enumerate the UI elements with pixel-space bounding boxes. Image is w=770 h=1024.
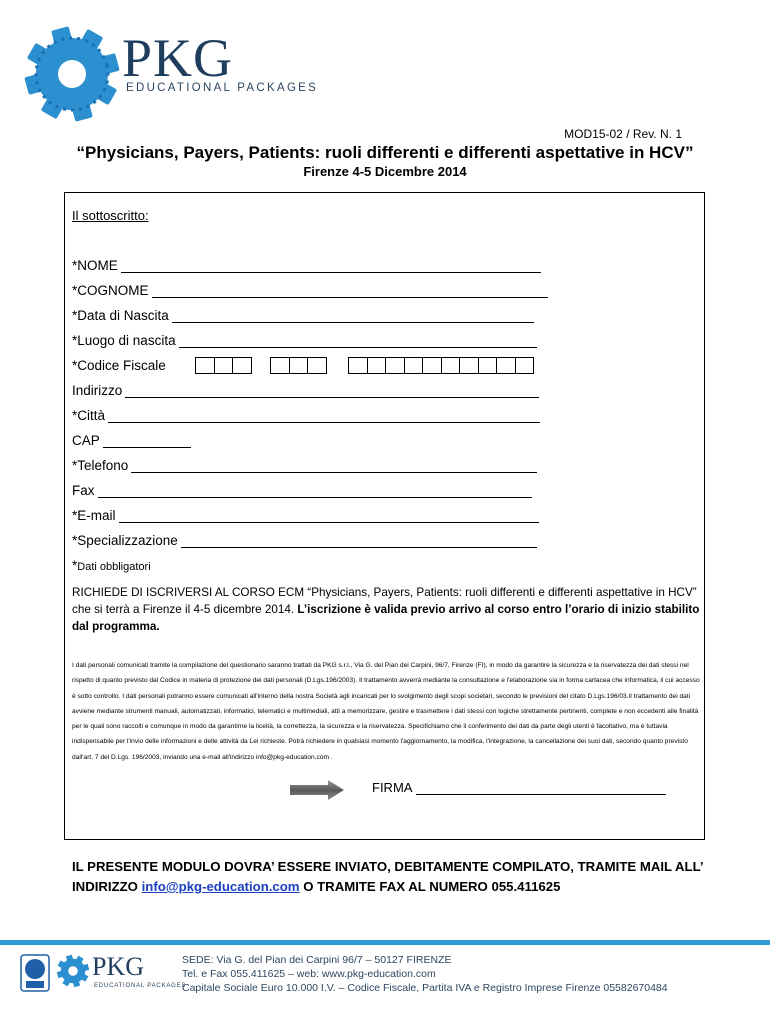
specializzazione-field[interactable] (72, 530, 537, 548)
signature-line[interactable] (416, 783, 666, 795)
nome-field[interactable] (72, 255, 541, 273)
cf-boxes-group-1[interactable] (195, 357, 251, 374)
submission-notice (72, 857, 712, 897)
cf-box[interactable] (441, 357, 461, 374)
field-label: *E-mail (72, 508, 116, 523)
specializzazione-input-line[interactable] (181, 535, 537, 548)
cf-box[interactable] (478, 357, 498, 374)
cf-box[interactable] (459, 357, 479, 374)
email-field[interactable] (72, 505, 539, 523)
cf-box[interactable] (385, 357, 405, 374)
required-star: * (72, 558, 78, 573)
fax-field[interactable] (72, 480, 532, 498)
cf-boxes-group-3[interactable] (348, 357, 533, 374)
cf-box[interactable] (232, 357, 252, 374)
signature-field[interactable] (372, 780, 666, 795)
indirizzo-field[interactable] (72, 380, 539, 398)
footer-company-info (182, 953, 668, 995)
footer-brand-subtitle: EDUCATIONAL PACKAGES (94, 983, 187, 989)
luogo-nascita-input-line[interactable] (179, 335, 537, 348)
arrow-right-icon (290, 780, 344, 800)
footer-contacts: Tel. e Fax 055.411625 – web: www.pkg-education.com (182, 968, 436, 980)
telefono-input-line[interactable] (131, 460, 537, 473)
field-label: *COGNOME (72, 283, 149, 298)
cf-boxes-group-2[interactable] (270, 357, 326, 374)
gear-logo-icon (22, 24, 122, 124)
field-label: Fax (72, 483, 95, 498)
fax-input-line[interactable] (98, 485, 532, 498)
cf-box[interactable] (367, 357, 387, 374)
footer-brand: PKG (92, 952, 145, 981)
pkg-logo (22, 24, 319, 114)
field-label: *NOME (72, 258, 118, 273)
cf-box[interactable] (195, 357, 215, 374)
footer-registry: Capitale Sociale Euro 10.000 I.V. – Codice Fiscale, Partita IVA e Registro Imprese Firenze 05582670484 (182, 982, 668, 994)
privacy-notice: I dati personali comunicati tramite la compilazione del questionario saranno trattati da PKG s.r.l., Via G. del Pian dei Carpini, 96/7, Firenze (FI), in modo da garantire la sicurezza e la riservatezza dei dati stessi nel rispetto di quanto previsto dal Codice in materia di protezione dei dati personali (D.Lgs.196/2003). Il trattamento avverrà mediante la consultazione e l'elaborazione sia in forma cartacea che informatica, il cui accesso è sotto controllo. I dati personali potranno essere comunicati all'interno della nostra Società agli incaricati per lo svolgimento degli scopi societari, secondo le previsioni del citato D.Lgs.196/03.Il trattamento dei dati avviene mediante strumenti manuali, automatizzati, informatici, telematici e multimediali, atti a memorizzare, gestire e trasmettere i dati stessi con logiche strettamente pertinenti, complete e non eccedenti alle finalità per le quali sono raccolti e comunque in modo da garantirne la liceità, la correttezza, la sicurezza e la riservatezza. Specifichiamo che il conferimento dei dati da parte degli utenti è facoltativo, ma è tuttavia indispensabile per l'invio delle informazioni e delle attività da Lei richieste. Potrà richiedere in qualsiasi momento l'aggiornamento, la modifica, l'integrazione, la cancellazione dei suoi dati, secondo quanto previsto dall'art. 7 del D.Lgs. 196/2003, inviando una e-mail all'indirizzo info@pkg-education.com . (72, 662, 700, 761)
field-label: *Luogo di nascita (72, 333, 176, 348)
enrollment-request-text (72, 584, 702, 635)
footer-address: SEDE: Via G. del Pian dei Carpini 96/7 – 50127 FIRENZE (182, 954, 452, 966)
nome-input-line[interactable] (121, 260, 541, 273)
notice-text-2: O TRAMITE FAX AL NUMERO 055.411625 (299, 879, 561, 894)
data-nascita-field[interactable] (72, 305, 534, 323)
footer-logos (20, 952, 187, 998)
brand-subtitle: EDUCATIONAL PACKAGES (126, 82, 319, 94)
brand-name: PKG (122, 28, 234, 88)
codice-fiscale-field (72, 355, 166, 373)
firma-label: FIRMA (372, 780, 413, 795)
field-label: *Telefono (72, 458, 129, 473)
required-note-text: Dati obbligatori (77, 561, 151, 573)
required-note (72, 558, 151, 573)
document-subtitle: Firenze 4-5 Dicembre 2014 (303, 164, 467, 179)
citta-input-line[interactable] (108, 410, 540, 423)
field-label: CAP (72, 433, 100, 448)
cf-box[interactable] (307, 357, 327, 374)
cf-box[interactable] (348, 357, 368, 374)
cognome-field[interactable] (72, 280, 548, 298)
cf-box[interactable] (496, 357, 516, 374)
cf-box[interactable] (289, 357, 309, 374)
cf-box[interactable] (422, 357, 442, 374)
cf-box[interactable] (404, 357, 424, 374)
cap-field[interactable] (72, 430, 191, 448)
field-label: *Data di Nascita (72, 308, 169, 323)
footer-accent-bar (0, 940, 770, 945)
citta-field[interactable] (72, 405, 540, 423)
notice-text-1: IL PRESENTE MODULO DOVRA’ ESSERE INVIATO, DEBITAMENTE COMPILATO, TRAMITE MAIL ALL’ INDIRIZZO (72, 859, 703, 894)
cf-box[interactable] (515, 357, 535, 374)
field-label: Indirizzo (72, 383, 123, 398)
email-link[interactable]: info@pkg-education.com (141, 879, 300, 894)
luogo-nascita-field[interactable] (72, 330, 537, 348)
richiede-text: RICHIEDE DI ISCRIVERSI AL CORSO ECM “Physicians, Payers, Patients: ruoli differenti e differenti aspettative in HCV” che si terrà a Firenze il 4-5 dicembre 2014. (72, 586, 697, 616)
cf-box[interactable] (270, 357, 290, 374)
sottoscritto-label: Il sottoscritto: (72, 208, 149, 223)
richiede-bold: L’iscrizione è valida previo arrivo al corso entro l’orario di inizio stabilito dal programma. (72, 603, 700, 633)
cap-input-line[interactable] (103, 435, 191, 448)
telefono-field[interactable] (72, 455, 537, 473)
email-input-line[interactable] (119, 510, 539, 523)
module-code: MOD15-02 / Rev. N. 1 (564, 127, 682, 141)
field-label: *Codice Fiscale (72, 358, 166, 373)
footer-gear-icon (56, 954, 90, 988)
field-label: *Specializzazione (72, 533, 178, 548)
field-label: *Città (72, 408, 106, 423)
document-title: “Physicians, Payers, Patients: ruoli differenti e differenti aspettative in HCV” (76, 143, 694, 162)
data-nascita-input-line[interactable] (172, 310, 534, 323)
cf-box[interactable] (214, 357, 234, 374)
cognome-input-line[interactable] (152, 285, 548, 298)
tuv-certification-icon (20, 954, 50, 994)
indirizzo-input-line[interactable] (125, 385, 539, 398)
